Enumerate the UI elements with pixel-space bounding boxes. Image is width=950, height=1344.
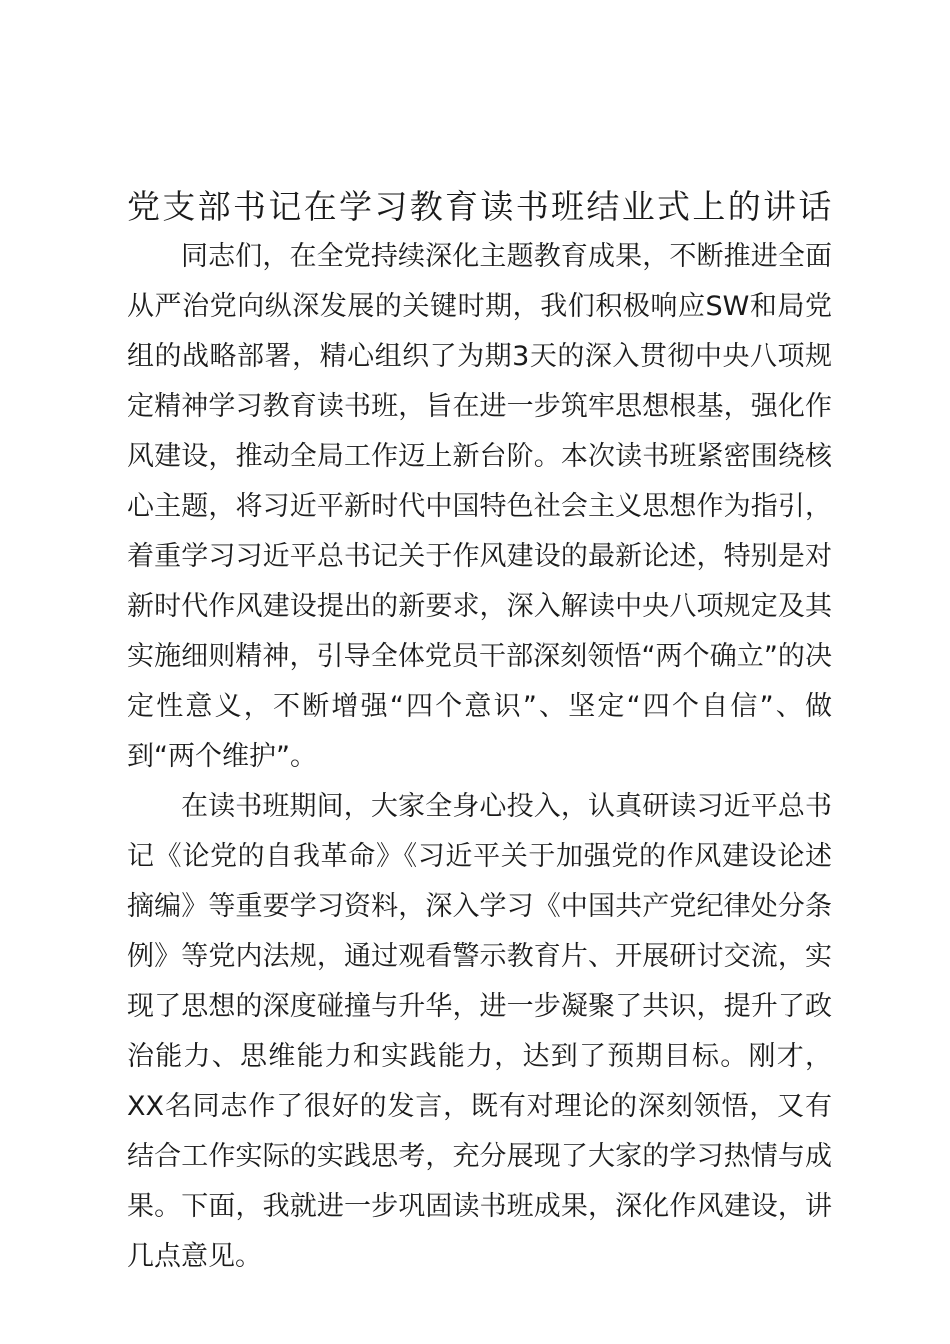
- paragraph-opening: 同志们，在全党持续深化主题教育成果，不断推进全面从严治党向纵深发展的关键时期，我们积极响应SW和局党组的战略部署，精心组织了为期3天的深入贯彻中央八项规定精神学习教育读书班，旨在进一步筑牢思想根基，强化作风建设，推动全局工作迈上新台阶。本次读书班紧密围绕核心主题，将习近平新时代中国特色社会主义思想作为指引，着重学习习近平总书记关于作风建设的最新论述，特别是对新时代作风建设提出的新要求，深入解读中央八项规定及其实施细则精神，引导全体党员干部深刻领悟“两个确立”的决定性意义，不断增强“四个意识”、坚定“四个自信”、做到“两个维护”。: [127, 241, 832, 772]
- paragraph-study-summary: 在读书班期间，大家全身心投入，认真研读习近平总书记《论党的自我革命》《习近平关于加强党的作风建设论述摘编》等重要学习资料，深入学习《中国共产党纪律处分条例》等党内法规，通过观看警示教育片、开展研讨交流，实现了思想的深度碰撞与升华，进一步凝聚了共识，提升了政治能力、思维能力和实践能力，达到了预期目标。刚才，XX名同志作了很好的发言，既有对理论的深刻领悟，又有结合工作实际的实践思考，充分展现了大家的学习热情与成果。下面，我就进一步巩固读书班成果，深化作风建设，讲几点意见。: [127, 791, 832, 1272]
- document-page: [127, 182, 832, 1282]
- document-title: 党支部书记在学习教育读书班结业式上的讲话: [127, 187, 832, 226]
